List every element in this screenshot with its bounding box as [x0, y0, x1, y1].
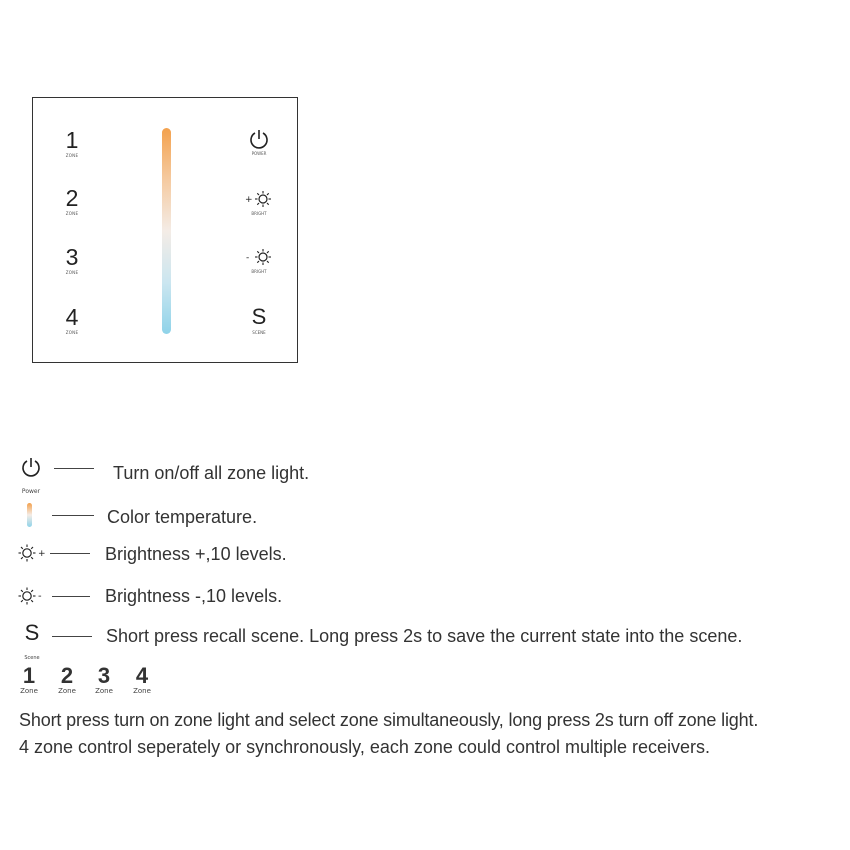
- divider-line: [52, 515, 94, 516]
- color-temperature-description: Color temperature.: [107, 507, 258, 527]
- bright-plus-sign: +: [38, 549, 46, 559]
- power-description: Turn on/off all zone light.: [113, 463, 310, 483]
- sun-plus-icon: [16, 542, 50, 564]
- power-button[interactable]: [239, 128, 279, 156]
- zone-label: Zone: [95, 687, 113, 695]
- sun-icon: [244, 188, 274, 210]
- zone-2-button[interactable]: [52, 186, 92, 216]
- zone-1-button[interactable]: [52, 128, 92, 158]
- color-temperature-slider[interactable]: [162, 128, 171, 334]
- zone-key-4: [130, 665, 154, 695]
- scene-caption: Scene: [24, 655, 40, 661]
- sun-icon: [244, 246, 274, 268]
- zone-number: 3: [65, 244, 79, 270]
- zone-label: Zone: [20, 687, 38, 695]
- scene-symbol: S: [251, 304, 267, 329]
- zone-number: 2: [60, 663, 74, 688]
- bright-down-sign: -: [246, 253, 250, 263]
- zone-label: Zone: [58, 687, 76, 695]
- divider-line: [52, 596, 90, 597]
- brightness-down-button[interactable]: [239, 246, 279, 274]
- zone-number: 1: [22, 663, 36, 688]
- zone-key-3: [92, 665, 116, 695]
- scene-label: SCENE: [252, 330, 266, 335]
- legend-scene: [20, 622, 44, 663]
- brightness-up-button[interactable]: [239, 188, 279, 216]
- power-icon: [248, 128, 270, 150]
- bright-minus-sign: -: [38, 591, 42, 602]
- scene-symbol: S: [24, 620, 40, 645]
- zone-4-button[interactable]: [52, 305, 92, 335]
- zone-label: ZONE: [65, 153, 79, 158]
- zone-3-button[interactable]: [52, 245, 92, 275]
- zone-label: Zone: [133, 687, 151, 695]
- zone-label: ZONE: [65, 270, 79, 275]
- divider-line: [54, 468, 94, 469]
- zone-number: 4: [135, 663, 149, 688]
- zone-number: 3: [97, 663, 111, 688]
- zone-label: ZONE: [65, 330, 79, 335]
- legend-power: [18, 456, 44, 497]
- scene-description: Short press recall scene. Long press 2s to save the current state into the scene.: [106, 626, 743, 646]
- power-label: POWER: [251, 151, 267, 156]
- power-caption: Power: [21, 488, 41, 495]
- divider-line: [50, 553, 90, 554]
- zone-label: ZONE: [65, 211, 79, 216]
- zone-number: 4: [65, 304, 79, 330]
- zone-number: 2: [65, 185, 79, 211]
- brightness-plus-description: Brightness +,10 levels.: [105, 544, 287, 564]
- sun-minus-icon: [16, 585, 50, 607]
- control-panel: [32, 97, 298, 363]
- zone-description-line-1: Short press turn on zone light and select zone simultaneously, long press 2s turn off zone light.: [19, 710, 759, 730]
- scene-button[interactable]: [239, 305, 279, 335]
- zone-key-1: [17, 665, 41, 695]
- zone-key-2: [55, 665, 79, 695]
- color-temperature-icon: [27, 503, 32, 527]
- bright-down-label: BRIGHT: [251, 269, 267, 274]
- zone-description-line-2: 4 zone control seperately or synchronously, each zone could control multiple receivers.: [19, 737, 711, 757]
- brightness-minus-description: Brightness -,10 levels.: [105, 586, 283, 606]
- divider-line: [52, 636, 92, 637]
- bright-up-label: BRIGHT: [251, 211, 267, 216]
- bright-up-sign: +: [245, 195, 253, 205]
- zone-number: 1: [65, 127, 79, 153]
- power-icon: [20, 456, 42, 478]
